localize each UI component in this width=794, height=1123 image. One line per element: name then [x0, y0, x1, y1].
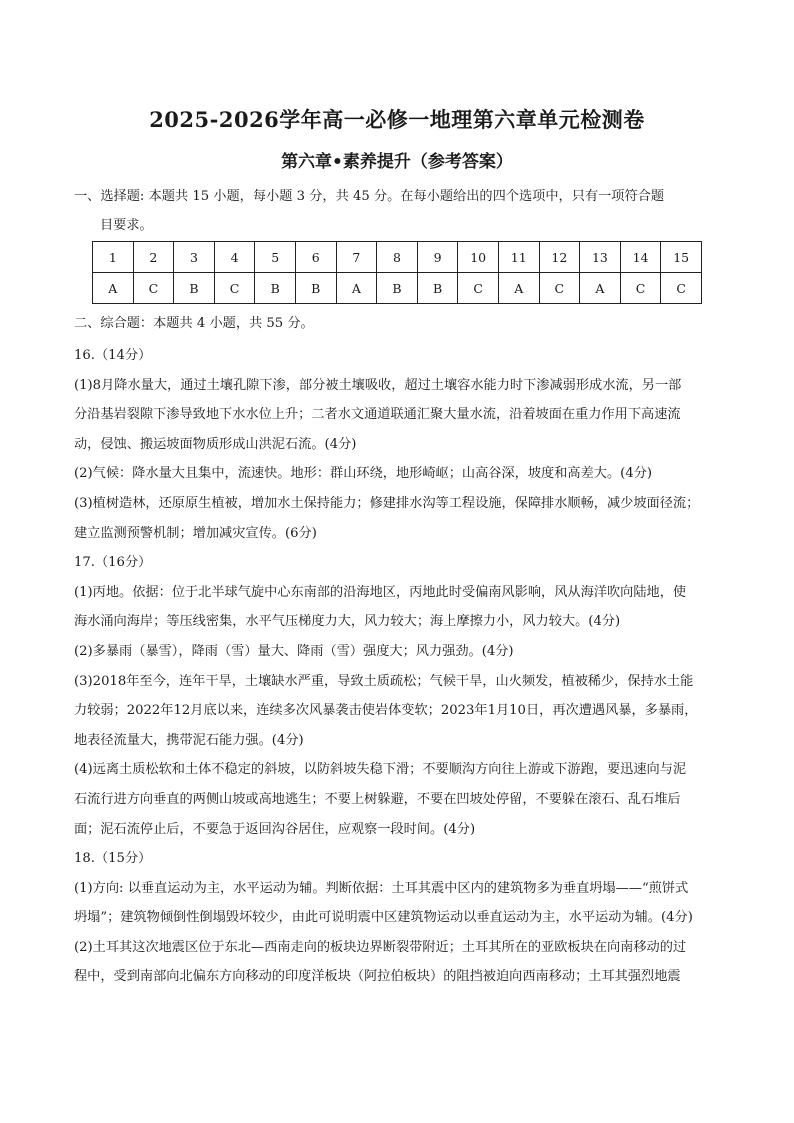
answer-text-line: 地表径流量大，携带泥石能力强。(4分)	[74, 732, 304, 748]
answer-text-line: 力较弱；2022年12月底以来，连续多次风暴袭击使岩体变软；2023年1月10日，再次遭遇风暴，多暴雨，	[74, 703, 698, 719]
answer-text-line: (1)方向: 以垂直运动为主，水平运动为辅。判断依据：土耳其震中区内的建筑物多为垂直坍塌——“煎饼式	[74, 880, 689, 896]
question-number-cell: 11	[498, 242, 539, 273]
answer-body	[74, 341, 734, 992]
answer-text-line: 面；泥石流停止后，不要急于返回沟谷居住，应观察一段时间。(4分)	[74, 821, 476, 837]
answer-cell: C	[620, 273, 661, 304]
answer-table-number-row	[93, 242, 702, 273]
answer-cell: B	[417, 273, 458, 304]
answer-cell: B	[255, 273, 296, 304]
answer-cell: C	[458, 273, 499, 304]
answer-cell: A	[93, 273, 134, 304]
answer-text-line: 分沿基岩裂隙下渗导致地下水水位上升；二者水文通道联通汇聚大量水流，沿着坡面在重力作用下高速流	[74, 407, 681, 423]
question-17-heading: 17.（16分）	[74, 555, 152, 571]
page-subtitle: 第六章•素养提升（参考答案）	[281, 152, 513, 172]
answer-text-line: 海水涌向海岸；等压线密集，水平气压梯度力大，风力较大；海上摩擦力小，风力较大。(4分)	[74, 614, 621, 630]
answer-text-line: 动，侵蚀、搬运坡面物质形成山洪泥石流。(4分)	[74, 436, 357, 452]
answer-cell: C	[661, 273, 702, 304]
answer-cell: C	[539, 273, 580, 304]
section-comprehensive-heading: 二、综合题：本题共 4 小题，共 55 分。	[74, 316, 314, 331]
answer-cell: B	[377, 273, 418, 304]
question-16-heading: 16.（14分）	[74, 348, 152, 363]
answer-cell: B	[295, 273, 336, 304]
answer-cell: A	[580, 273, 621, 304]
question-18-heading: 18.（15分）	[74, 851, 152, 867]
question-number-cell: 14	[620, 242, 661, 273]
answer-text-line: (2)土耳其这次地震区位于东北—西南走向的板块边界断裂带附近；土耳其所在的亚欧板块在向南移动的过	[74, 939, 687, 955]
answer-cell: B	[174, 273, 215, 304]
answer-text-line: 建立监测预警机制；增加减灾宣传。(6分)	[74, 525, 317, 541]
question-number-cell: 7	[336, 242, 377, 273]
answer-text-line: 坍塌”；建筑物倾倒性倒塌毁坏较少，由此可说明震中区建筑物运动以垂直运动为主，水平运动为辅。(4分)	[74, 910, 693, 926]
answer-text-line: (3)2018年至今，连年干旱，土壤缺水严重，导致土质疏松；气候干旱，山火频发，植被稀少，保持水土能	[74, 673, 694, 689]
question-number-cell: 4	[214, 242, 255, 273]
answer-text-line: (3)植树造林，还原原生植被，增加水土保持能力；修建排水沟等工程设施，保障排水顺畅，减少坡面径流；	[74, 495, 700, 511]
question-number-cell: 13	[580, 242, 621, 273]
answer-text-line: 石流行进方向垂直的两侧山坡或高地逃生；不要上树躲避，不要在凹坡处停留，不要躲在滚石、乱石堆后	[74, 791, 681, 807]
answer-cell: C	[133, 273, 174, 304]
section1-line2: 目要求。	[100, 218, 153, 233]
question-number-cell: 9	[417, 242, 458, 273]
page-title: 2025-2026学年高一必修一地理第六章单元检测卷	[149, 107, 645, 132]
question-number-cell: 1	[93, 242, 134, 273]
section-multiple-choice-heading	[74, 182, 734, 240]
section1-line1: 一、选择题: 本题共 15 小题，每小题 3 分，共 45 分。在每小题给出的四个选项中，只有一项符合题	[74, 189, 665, 204]
answer-cell: A	[498, 273, 539, 304]
answer-text-line: 程中，受到南部向北偏东方向移动的印度洋板块（阿拉伯板块）的阻挡被迫向西南移动；土耳其强烈地震	[74, 969, 681, 985]
answer-text-line: (2)多暴雨（暴雪），降雨（雪）量大、降雨（雪）强度大；风力强劲。(4分)	[74, 643, 514, 659]
answer-text-line: (1)8月降水量大，通过土壤孔隙下渗，部分被土壤吸收，超过土壤容水能力时下渗减弱形成水流，另一部	[74, 377, 682, 393]
answer-cell: C	[214, 273, 255, 304]
answer-text-line: (4)远离土质松软和土体不稳定的斜坡，以防斜坡失稳下滑；不要顺沟方向往上游或下游跑，要迅速向与泥	[74, 762, 687, 778]
answer-text-line: (2)气候：降水量大且集中，流速快。地形：群山环绕，地形崎岖；山高谷深，坡度和高差大。(4分)	[74, 466, 653, 482]
answer-table-answer-row	[93, 273, 702, 304]
question-number-cell: 3	[174, 242, 215, 273]
answer-text-line: (1)丙地。依据：位于北半球气旋中心东南部的沿海地区，丙地此时受偏南风影响，风从海洋吹向陆地，使	[74, 584, 687, 600]
answer-table	[92, 241, 702, 304]
question-number-cell: 10	[458, 242, 499, 273]
question-number-cell: 6	[295, 242, 336, 273]
question-number-cell: 2	[133, 242, 174, 273]
question-number-cell: 12	[539, 242, 580, 273]
question-number-cell: 8	[377, 242, 418, 273]
answer-cell: A	[336, 273, 377, 304]
question-number-cell: 5	[255, 242, 296, 273]
question-number-cell: 15	[661, 242, 702, 273]
